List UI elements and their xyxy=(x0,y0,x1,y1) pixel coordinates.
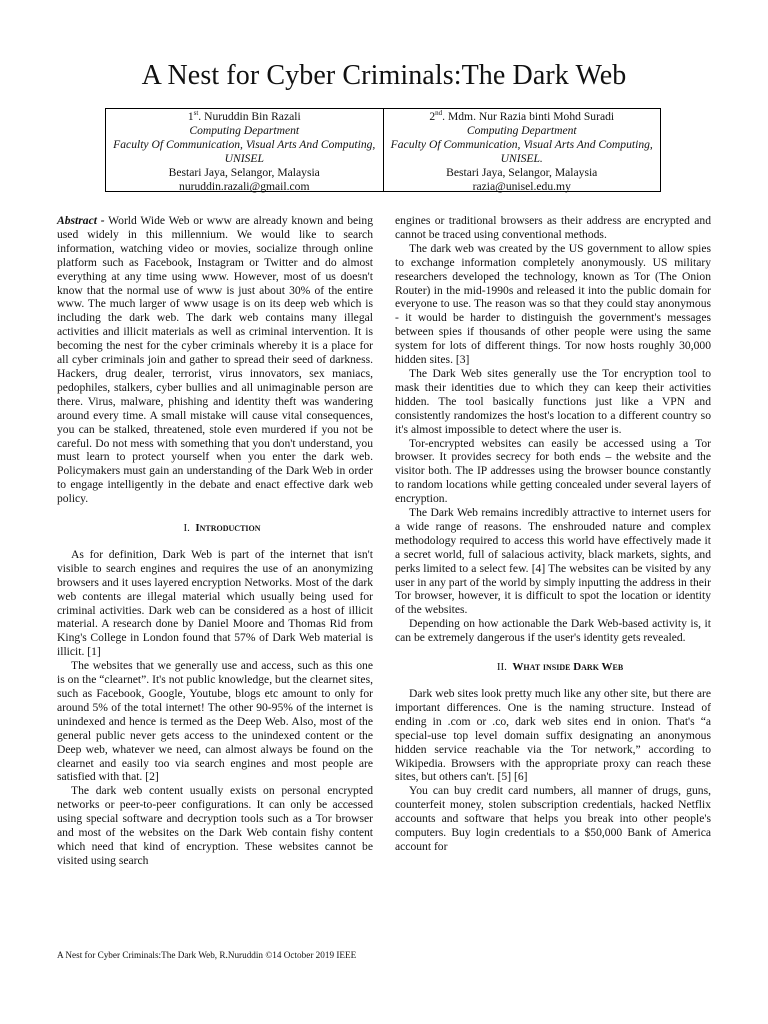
author-2-ordinal-suffix: nd xyxy=(435,109,443,118)
body-paragraph: Depending on how actionable the Dark Web-based activity is, it can be extremely dangerous if the user's identity gets revealed. xyxy=(395,617,711,645)
body-paragraph: Tor-encrypted websites can easily be accessed using a Tor browser. It provides secrecy for both ends – the website and the visitor both. The IP addresses using the browser bounce constantly to random locations while getting concealed under several layers of encryption. xyxy=(395,436,711,506)
page-footer: A Nest for Cyber Criminals:The Dark Web, R.Nuruddin ©14 October 2019 IEEE xyxy=(57,950,357,960)
body-paragraph: The Dark Web remains incredibly attractive to internet users for a wide range of reasons. The enshrouded nature and complex methodology required to access this world have effectively made it a secret world, full of salacious activity, black markets, sights, and perks limited to a select few. [4] The websites can be visited by any user in any part of the world by simply inputting the address in their Tor browser, however, it is difficult to spot the location or identity of the websites. xyxy=(395,506,711,617)
author-2-dept: Computing Department xyxy=(466,124,577,137)
author-1-ordinal-suffix: st xyxy=(193,109,199,118)
author-2-ordinal: 2 xyxy=(429,110,436,123)
abstract xyxy=(57,214,373,506)
abstract-label: Abstract - xyxy=(57,214,105,227)
author-1-ordinal: 1 xyxy=(187,110,194,123)
author-2-name: . Mdm. Nur Razia binti Mohd Suradi xyxy=(442,110,615,123)
body-paragraph: engines or traditional browsers as their address are encrypted and cannot be traced using conventional methods. xyxy=(395,214,711,241)
paper-title: A Nest for Cyber Criminals:The Dark Web xyxy=(141,60,627,91)
author-2-email: razia@unisel.edu.my xyxy=(472,180,571,193)
author-table xyxy=(105,108,661,192)
section-2-paragraph: Dark web sites look pretty much like any other site, but there are important differences. One is the naming structure. Instead of ending in .com or .co, dark web sites end in onion. That's “a special-use top level domain suffix designating an anonymous hidden service reachable via the Tor network,” according to Wikipedia. Browsers with the appropriate proxy can reach these sites, but others can't. [5] [6] xyxy=(395,687,711,784)
author-1-name: . Nuruddin Bin Razali xyxy=(198,110,301,123)
intro-paragraph: The dark web content usually exists on personal encrypted networks or peer-to-peer configurations. It can only be accessed using special software and decryption tools such as a Tor browser and most of the websites on the Dark Web contain fishy content which need that kind of encryption. These websites cannot be visited using search xyxy=(57,784,373,867)
section-1-title: Introduction xyxy=(195,522,261,535)
author-2 xyxy=(383,109,661,191)
section-2-paragraph: You can buy credit card numbers, all manner of drugs, guns, counterfeit money, stolen subscription credentials, hacked Netflix accounts and software that helps you break into other people's computers. Buy login credentials to a $50,000 Bank of America account for xyxy=(395,784,711,853)
author-1-email: nuruddin.razali@gmail.com xyxy=(179,180,310,193)
section-1-heading xyxy=(57,522,373,536)
author-1-faculty: Faculty Of Communication, Visual Arts And Computing, UNISEL xyxy=(113,138,376,165)
section-2-heading xyxy=(395,661,711,675)
author-2-name-line xyxy=(384,110,661,124)
left-column xyxy=(57,214,373,868)
author-2-faculty: Faculty Of Communication, Visual Arts And Computing, UNISEL. xyxy=(390,138,653,165)
section-2-title: What inside Dark Web xyxy=(512,661,624,674)
abstract-text: World Wide Web or www are already known and being used widely in this millennium. We would like to search information, watching video or movies, socialize through online platform such as Facebook, Instagram or Twitter and do almost everything at any time using www. However, most of us doesn't know that the normal use of www is just about 30% of the entire www. The much larger of www usage is on its deep web which is including the dark web. The dark web contains many illegal activities and illicit materials as well as criminal intervention. It is becoming the nest for the cyber criminals whereby it is a place for all cyber criminals join and gather to spread their seed of darkness. Hackers, drug dealer, terrorist, virus innovators, sex maniacs, pedophiles, stalkers, cyber bullies and all unimaginable person are there. Virus, malware, phishing and identity theft was wandering around every time. A small mistake will cause vital consequences, you can be stalked, threatened, stole even murdered if you not be careful. Do not mess with something that you don't understand, you must learn to protect yourself when you enter the dark web. Policymakers must gain an understanding of the Dark Web in order to engage intelligently in the debate and enact effective dark web policy. xyxy=(57,214,373,506)
section-2-number: II. xyxy=(496,661,507,674)
author-1-dept: Computing Department xyxy=(189,124,300,137)
body-paragraph: The Dark Web sites generally use the Tor encryption tool to mask their identities due to which they can keep their activities hidden. The tool basically functions just like a VPN and consistently randomizes the host's location to a different country so it's almost impossible to detect where the user is. xyxy=(395,366,711,436)
author-1-name-line xyxy=(106,110,383,124)
right-column xyxy=(395,214,711,854)
body-paragraph: The dark web was created by the US government to allow spies to exchange information completely anonymously. US military researchers developed the technology, known as Tor (The Onion Router) in the mid-1990s and released it into the public domain for everyone to use. The reason was so that they could stay anonymous - it would be harder to distinguish the government's messages between spies if thousands of other people were using the same system for lots of different things. Tor now hosts roughly 30,000 hidden sites. [3] xyxy=(395,241,711,367)
author-1-location: Bestari Jaya, Selangor, Malaysia xyxy=(168,166,320,179)
section-1-number: I. xyxy=(183,522,190,535)
intro-paragraph: The websites that we generally use and access, such as this one is on the “clearnet”. It's not public knowledge, but the clearnet sites, such as Facebook, Google, Youtube, blogs etc amount to only for around 5% of the total internet! The other 90-95% of the internet is unindexed and hence is termed as the Deep Web. Also, most of the general public never gets access to the unindexed content or the Deep web, whatever we need, can almost always be found on the clearnet and easily too via search engines and most people are satisfied with that. [2] xyxy=(57,659,373,784)
author-1 xyxy=(106,109,383,191)
author-2-location: Bestari Jaya, Selangor, Malaysia xyxy=(446,166,598,179)
intro-paragraph: As for definition, Dark Web is part of the internet that isn't visible to search engines and requires the use of an anonymizing browsers and it uses layered encryption Networks. Most of the dark web contents are illegal material which usually being used for criminal activities. Dark web can be considered as a host of illicit material. A research done by Daniel Moore and Thomas Rid from King's College in London found that 57% of Dark Web material is illicit. [1] xyxy=(57,547,373,659)
